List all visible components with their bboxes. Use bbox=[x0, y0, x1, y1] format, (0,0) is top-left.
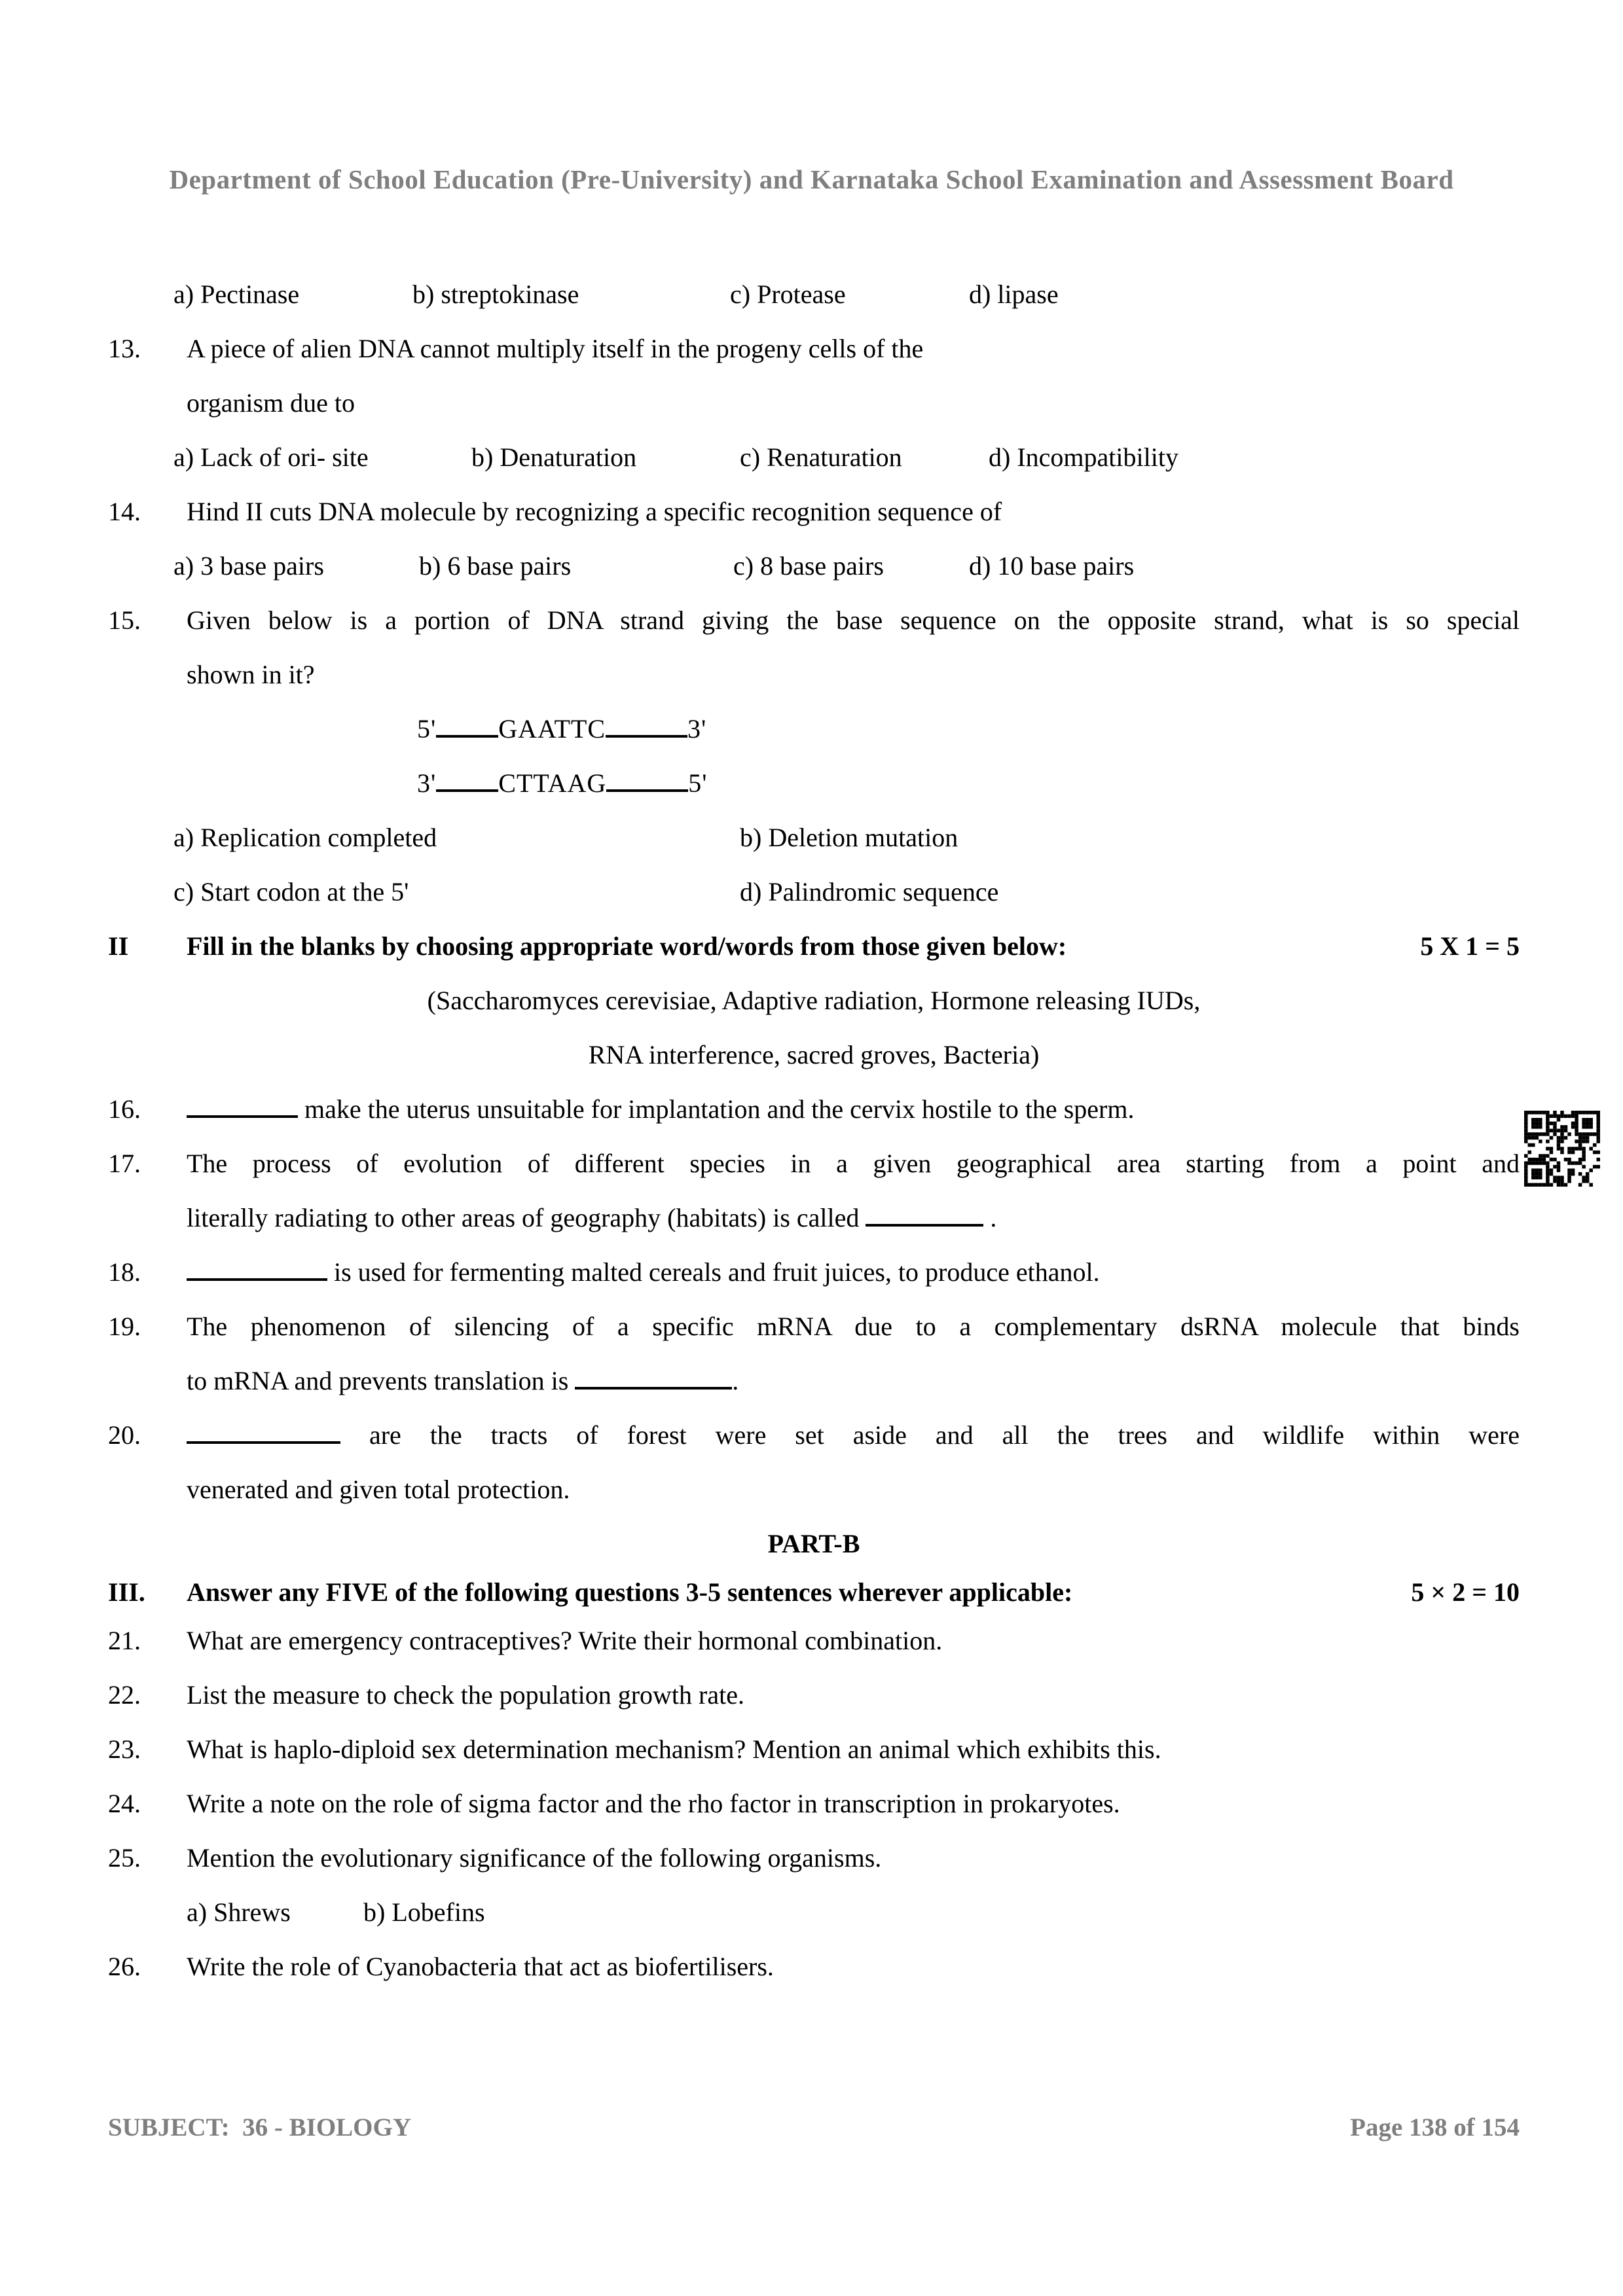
dna-bases: CTTAAG bbox=[498, 768, 607, 798]
question-19 bbox=[108, 1299, 1520, 1354]
question-22 bbox=[108, 1668, 1520, 1722]
section-heading: Fill in the blanks by choosing appropriate word/words from those given below: bbox=[187, 931, 1067, 961]
question-text: List the measure to check the population growth rate. bbox=[187, 1680, 744, 1710]
option-b: b) 6 base pairs bbox=[419, 551, 572, 581]
part-title: PART-B bbox=[767, 1529, 860, 1558]
question-text: organism due to bbox=[187, 388, 356, 418]
word-bank: (Saccharomyces cerevisiae, Adaptive radiation, Hormone releasing IUDs, bbox=[427, 986, 1201, 1015]
dna-5prime-label: 5' bbox=[417, 714, 437, 744]
question-text: The phenomenon of silencing of a specific mRNA due to a complementary dsRNA molecule that binds bbox=[187, 1312, 1520, 1341]
page-footer bbox=[108, 2113, 1520, 2142]
question-number: 21. bbox=[108, 1626, 141, 1655]
dna-sequence-top bbox=[108, 702, 1520, 756]
question-14-options-row bbox=[108, 539, 1520, 593]
question-text: Given below is a portion of DNA strand giving the base sequence on the opposite strand, what is so special bbox=[187, 605, 1520, 635]
section-2-heading-row bbox=[108, 919, 1520, 973]
question-number: 24. bbox=[108, 1789, 141, 1818]
question-25 bbox=[108, 1831, 1520, 1885]
question-text: are the tracts of forest were set aside and all the trees and wildlife within were bbox=[187, 1408, 1520, 1462]
part-b-title-row bbox=[108, 1516, 1520, 1571]
word-bank-line1-row bbox=[108, 973, 1520, 1028]
dna-bases: GAATTC bbox=[498, 714, 606, 744]
question-13-options-row bbox=[108, 430, 1520, 484]
option-c: c) Start codon at the 5' bbox=[173, 877, 409, 906]
question-18 bbox=[108, 1245, 1520, 1299]
question-19-line2 bbox=[108, 1354, 1520, 1408]
option-d: d) Incompatibility bbox=[989, 442, 1178, 472]
question-15-options-row2 bbox=[108, 865, 1520, 919]
question-number: 15. bbox=[108, 605, 141, 635]
question-text: What is haplo-diploid sex determination mechanism? Mention an animal which exhibits this. bbox=[187, 1734, 1161, 1764]
question-number: 17. bbox=[108, 1149, 141, 1178]
qr-code bbox=[1524, 1111, 1600, 1187]
question-17 bbox=[108, 1136, 1520, 1191]
blank-line bbox=[575, 1378, 732, 1390]
option-b: b) Lobefins bbox=[363, 1897, 485, 1927]
question-15 bbox=[108, 593, 1520, 647]
option-a: a) Lack of ori- site bbox=[173, 442, 369, 472]
question-number: 16. bbox=[108, 1094, 141, 1124]
option-c: c) Protease bbox=[730, 279, 846, 309]
blank-line bbox=[187, 1432, 340, 1444]
option-d: d) lipase bbox=[969, 279, 1059, 309]
question-text: to mRNA and prevents translation is . bbox=[187, 1366, 739, 1395]
option-b: b) Denaturation bbox=[471, 442, 637, 472]
question-text: is used for fermenting malted cereals and fruit juices, to produce ethanol. bbox=[187, 1245, 1520, 1299]
question-text: Mention the evolutionary significance of the following organisms. bbox=[187, 1843, 882, 1873]
question-13-line2 bbox=[108, 376, 1520, 430]
question-26 bbox=[108, 1939, 1520, 1994]
question-text: Hind II cuts DNA molecule by recognizing a specific recognition sequence of bbox=[187, 497, 1002, 526]
option-a: a) 3 base pairs bbox=[173, 551, 324, 581]
word-bank-line2-row bbox=[108, 1028, 1520, 1082]
question-16 bbox=[108, 1082, 1520, 1136]
question-17-line2 bbox=[108, 1191, 1520, 1245]
question-number: 19. bbox=[108, 1312, 141, 1341]
section-3-heading-row bbox=[108, 1571, 1520, 1613]
question-text: make the uterus unsuitable for implantation and the cervix hostile to the sperm. bbox=[187, 1082, 1520, 1136]
page-header-title: Department of School Education (Pre-University) and Karnataka School Examination and Assessment Board bbox=[169, 164, 1454, 194]
question-number: 14. bbox=[108, 497, 141, 526]
dna-3prime-label: 3' bbox=[687, 714, 707, 744]
blank-line bbox=[187, 1269, 327, 1281]
dna-rule bbox=[436, 789, 498, 792]
section-marks: 5 X 1 = 5 bbox=[1420, 931, 1520, 961]
option-d: d) Palindromic sequence bbox=[740, 877, 999, 906]
option-d: d) 10 base pairs bbox=[969, 551, 1135, 581]
dna-rule bbox=[606, 735, 687, 738]
question-21 bbox=[108, 1613, 1520, 1668]
footer-page-number: Page 138 of 154 bbox=[1350, 2113, 1520, 2142]
question-number: 22. bbox=[108, 1680, 141, 1710]
section-marks: 5 × 2 = 10 bbox=[1411, 1577, 1520, 1607]
question-20 bbox=[108, 1408, 1520, 1462]
dna-3prime-label: 3' bbox=[417, 768, 437, 798]
section-roman-numeral: II bbox=[108, 931, 129, 961]
question-23 bbox=[108, 1722, 1520, 1776]
option-b: b) streptokinase bbox=[412, 279, 579, 309]
dna-rule bbox=[606, 789, 688, 792]
question-text: A piece of alien DNA cannot multiply itself in the progeny cells of the bbox=[187, 334, 924, 363]
question-number: 25. bbox=[108, 1843, 141, 1873]
question-15-options-row1 bbox=[108, 810, 1520, 865]
dna-5prime-label: 5' bbox=[688, 768, 708, 798]
question-number: 13. bbox=[108, 334, 141, 363]
question-15-line2 bbox=[108, 647, 1520, 702]
question-text: The process of evolution of different species in a given geographical area starting from a point and bbox=[187, 1149, 1520, 1178]
question-13 bbox=[108, 321, 1520, 376]
blank-line bbox=[866, 1215, 983, 1227]
section-roman-numeral: III. bbox=[108, 1577, 145, 1607]
option-b: b) Deletion mutation bbox=[740, 823, 958, 852]
question-text: What are emergency contraceptives? Write their hormonal combination. bbox=[187, 1626, 943, 1655]
option-c: c) 8 base pairs bbox=[733, 551, 884, 581]
question-number: 23. bbox=[108, 1734, 141, 1764]
question-14 bbox=[108, 484, 1520, 539]
option-c: c) Renaturation bbox=[740, 442, 902, 472]
question-text: literally radiating to other areas of geography (habitats) is called . bbox=[187, 1203, 997, 1232]
dna-sequence-bottom bbox=[108, 756, 1520, 810]
question-text: Write a note on the role of sigma factor and the rho factor in transcription in prokaryotes. bbox=[187, 1789, 1120, 1818]
section-heading: Answer any FIVE of the following questions 3-5 sentences wherever applicable: bbox=[187, 1577, 1073, 1607]
word-bank: RNA interference, sacred groves, Bacteria) bbox=[588, 1040, 1040, 1069]
question-24 bbox=[108, 1776, 1520, 1831]
question-25-suboptions-row bbox=[108, 1885, 1520, 1939]
question-20-line2 bbox=[108, 1462, 1520, 1516]
dna-rule bbox=[436, 735, 498, 738]
question-12-options-row bbox=[108, 267, 1520, 321]
option-a: a) Replication completed bbox=[173, 823, 437, 852]
question-text: Write the role of Cyanobacteria that act as biofertilisers. bbox=[187, 1952, 774, 1981]
question-text: venerated and given total protection. bbox=[187, 1475, 570, 1504]
page-content bbox=[108, 267, 1520, 1994]
question-number: 18. bbox=[108, 1257, 141, 1287]
question-number: 20. bbox=[108, 1420, 141, 1450]
option-a: a) Shrews bbox=[187, 1897, 291, 1927]
question-text: shown in it? bbox=[187, 660, 315, 689]
footer-subject: SUBJECT: 36 - BIOLOGY bbox=[108, 2113, 412, 2142]
question-number: 26. bbox=[108, 1952, 141, 1981]
option-a: a) Pectinase bbox=[173, 279, 300, 309]
blank-line bbox=[187, 1106, 298, 1118]
